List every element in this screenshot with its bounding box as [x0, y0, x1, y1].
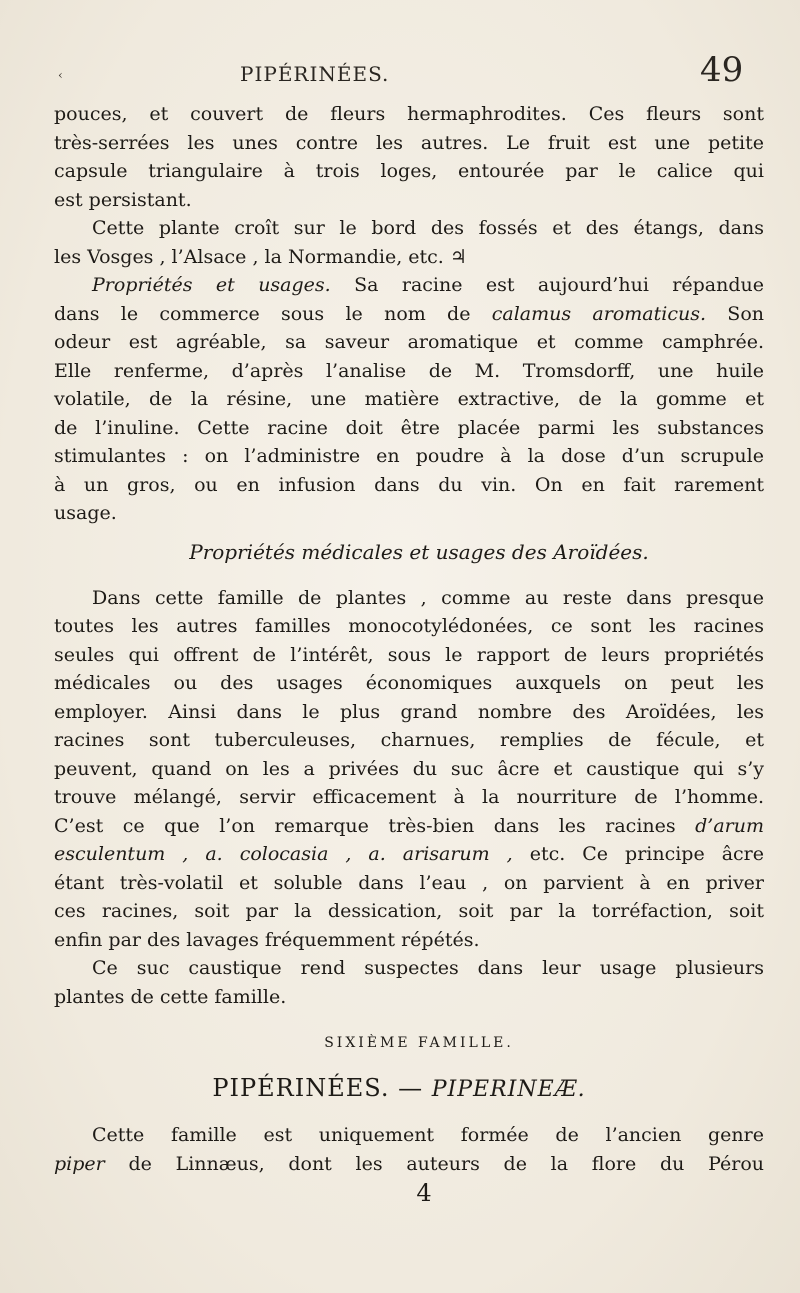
text-line: peuvent, quand on les a privées du suc âcre et caustique qui s’y: [54, 757, 764, 780]
text-line: piper de Linnæus, dont les auteurs de la flore du Pérou: [54, 1152, 764, 1175]
text-line: Elle renferme, d’après l’analise de M. Tromsdorff, une huile: [54, 359, 764, 382]
text-line: ces racines, soit par la dessication, soit par la torréfaction, soit: [54, 900, 764, 922]
text-line: dans le commerce sous le nom de calamus aromaticus. Son: [54, 302, 764, 325]
text-line: stimulantes : on l’administre en poudre à la dose d’un scrupule: [54, 445, 764, 467]
text-line: pouces, et couvert de fleurs hermaphrodites. Ces fleurs sont: [54, 103, 764, 125]
page-body: [54, 100, 764, 1208]
text-line: racines sont tuberculeuses, charnues, remplies de fécule, et: [54, 729, 764, 751]
signature-mark: 4: [416, 1179, 432, 1207]
latin-name: esculentum , a. colocasia , a. arisarum ,: [54, 843, 513, 865]
text-line: Cette plante croît sur le bord des fossés et des étangs, dans: [92, 217, 764, 239]
family-number: SIXIÈME FAMILLE.: [324, 1035, 514, 1051]
text-line: de l’inuline. Cette racine doit être placée parmi les substances: [54, 416, 764, 439]
text-line: les Vosges , l’Alsace , la Normandie, etc. ♃: [54, 245, 467, 268]
page-number: 49: [700, 50, 744, 90]
text-line: plantes de cette famille.: [54, 985, 287, 1008]
stray-mark: ‹: [58, 68, 63, 82]
text-line: volatile, de la résine, une matière extractive, de la gomme et: [54, 388, 764, 410]
text-line: médicales ou des usages économiques auxquels on peut les: [54, 672, 764, 694]
text-line: trouve mélangé, servir efficacement à la nourriture de l’homme.: [54, 786, 764, 808]
latin-name: d’arum: [695, 814, 764, 837]
text-line: très-serrées les unes contre les autres. Le fruit est une petite: [54, 131, 764, 154]
text-line: odeur est agréable, sa saveur aromatique et comme camphrée.: [54, 331, 764, 353]
text-line: usage.: [54, 502, 117, 524]
family-title: PIPÉRINÉES. — PIPERINEÆ.: [212, 1074, 586, 1102]
text-line: Ce suc caustique rend suspectes dans leur usage plusieurs: [92, 957, 764, 979]
text-line: employer. Ainsi dans le plus grand nombre des Aroïdées, les: [54, 700, 764, 723]
text-line: C’est ce que l’on remarque très-bien dans les racines d’arum: [54, 814, 764, 837]
text-line: étant très-volatil et soluble dans l’eau , on parvient à en priver: [54, 871, 764, 894]
text-line: à un gros, ou en infusion dans du vin. On en fait rarement: [54, 473, 764, 496]
latin-name: calamus aromaticus.: [491, 302, 707, 325]
text-line: est persistant.: [54, 188, 192, 211]
section-heading: Propriétés médicales et usages des Aroïdées.: [189, 539, 649, 564]
family-latin-name: PIPERINEÆ.: [431, 1077, 586, 1102]
section-label: Propriétés et usages.: [92, 274, 331, 296]
text-line: Propriétés et usages. Sa racine est aujourd’hui répandue: [92, 274, 764, 296]
text-line: toutes les autres familles monocotylédonées, ce sont les racines: [54, 615, 764, 637]
text-line: seules qui offrent de l’intérêt, sous le rapport de leurs propriétés: [54, 643, 764, 666]
text-line: capsule triangulaire à trois loges, entourée par le calice qui: [54, 160, 764, 182]
latin-name: piper: [54, 1152, 105, 1175]
text-line: Dans cette famille de plantes , comme au reste dans presque: [92, 586, 764, 609]
running-head: PIPÉRINÉES.: [240, 62, 390, 86]
text-line: Cette famille est uniquement formée de l’ancien genre: [92, 1124, 764, 1146]
text-line: esculentum , a. colocasia , a. arisarum , etc. Ce principe âcre: [54, 843, 764, 865]
text-line: enfin par des lavages fréquemment répétés.: [54, 928, 480, 951]
